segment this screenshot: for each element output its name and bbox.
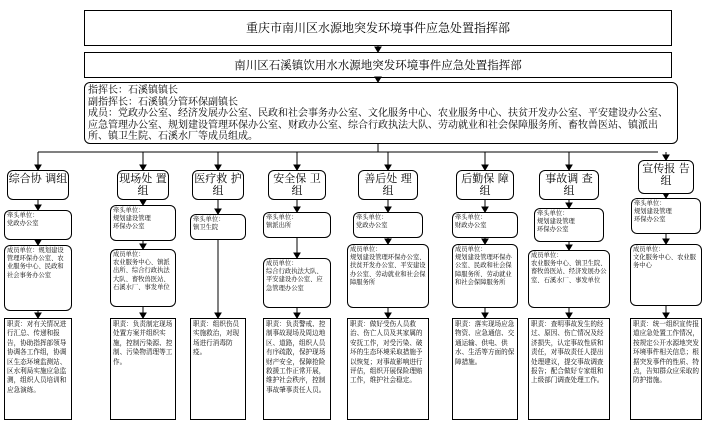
group-name-box: 安全保 卫组 (268, 170, 326, 200)
lead-unit-box: 牵头单位： 财政办公室 (452, 212, 518, 238)
members-text: 成员：党政办公室、经济发展办公室、民政和社会事务办公室、文化服务中心、农业服务中心、扶贫开发办公室、平安建设办公室、应急管理办公室、规划建设管理环保办公室、财政办公室、综合行政执法大队、劳动就业和社会保障服务所、畜牧兽医站、镇派出所、镇卫生院、石溪水厂等成员组成。 (88, 108, 668, 143)
group-name-box: 综合协 调组 (7, 170, 69, 200)
member-units-box: 成员单位：规划建设管理环保办公室、农业服务中心、民政和社会事务办公室 (4, 245, 72, 311)
duty-box: 职责：负责警戒、控制事故现场及周边地区、道路，组织人员有序疏散，保护现场财产安全，保障抢险救援工作正常开展，维护社会秩序，控制事故肇事责任人员。 (263, 318, 331, 420)
group-name-box: 现场处 置组 (117, 170, 169, 200)
lead-unit-box: 牵头单位： 党政办公室 (4, 210, 72, 240)
member-units-box: 成员单位： 规划建设管理环保办公室、民政和社会保障服务所、劳动就业和社会保障服务所 (452, 244, 518, 308)
member-units-box: 成员单位： 文化服务中心、农业服务中心 (630, 244, 702, 306)
lead-unit-box: 牵头单位： 镇派出所 (263, 212, 331, 238)
member-units-box: 成员单位： 规划建设管理环保办公室、扶贫开发办公室、平安建设办公室、劳动就业和社会保障服务所 (347, 244, 429, 308)
duty-box: 职责：统一组织宣传报道应急处置工作情况，按规定公开水源地突发环境事件相关信息；根据突发事件的性质、特点，告知群众应采取的防护措施。 (630, 318, 702, 420)
duty-box: 职责：做好受伤人员救治、伤亡人员及其家属的安抚工作，对受污染、破坏的生态环境采取措施予以恢复；对事故影响进行评估，组织开展保险理赔工作，维护社会稳定。 (347, 318, 429, 420)
member-units-box: 成员单位： 农业服务中心、镇派出所、综合行政执法大队、畜牧兽医站、石溪水厂、事发单位 (110, 249, 176, 307)
lead-unit-box: 牵头单位： 镇卫生院 (190, 214, 246, 240)
top-title-box: 重庆市南川区水源地突发环境事件应急处置指挥部 (84, 10, 672, 46)
duty-box: 职责：落实现场应急物资、应急通信、交通运输、供电、供水、生活等方面的保障措施。 (452, 318, 518, 420)
lead-unit-box: 牵头单位： 规划建设管理 环保办公室 (631, 198, 701, 234)
lead-unit-box: 牵头单位： 党政办公室 (353, 212, 423, 238)
connector-arrow (375, 77, 381, 82)
group-name-box: 后勤保 障组 (456, 170, 514, 200)
member-units-box: 成员单位： 农业服务中心、镇卫生院、畜牧兽医站、经济发展办公室、石溪水厂、事发单位 (528, 250, 610, 308)
member-units-box: 成员单位： 综合行政执法大队、平安建设办公室、应急管理办公室 (263, 258, 331, 308)
duty-box: 职责：负责制定现场处置方案并组织实施，控制污染源、控制、污染物清理等工作。 (110, 318, 176, 420)
duty-box: 职责：组织伤员实施救治，对现场进行消毒防疫。 (190, 318, 246, 420)
lead-unit-box: 牵头单位： 规划建设管理 环保办公室 (534, 208, 604, 242)
group-name-box: 医疗救 护组 (192, 170, 244, 200)
duty-box: 职责：查明事故发生的经过、原因、伤亡情况及经济损失，认定事故性质和责任，对事故责任人提出处理建议，提交事故调查报告；配合做好专家组和上级部门调查处理工作。 (528, 318, 610, 420)
duty-box: 职责：对有关情况进行汇总、传递和报告，协助指挥部领导协调各工作组，协调区生态环境监测站、区水利局实施应急监测，组织人员培训和应急演练。 (4, 318, 72, 420)
lead-unit-box: 牵头单位： 规划建设管理 环保办公室 (110, 205, 176, 241)
group-name-box: 事故调 查组 (539, 170, 599, 200)
connector-arrow (375, 47, 381, 52)
sub-title-box: 南川区石溪镇饮用水水源地突发环境事件应急处置指挥部 (84, 52, 672, 78)
vice-commander-text: 副指挥长：石溪镇分管环保副镇长 (88, 96, 238, 108)
group-name-box: 宣传报 告组 (638, 160, 694, 194)
commander-text: 指挥长：石溪镇镇长 (88, 85, 178, 96)
group-name-box: 善后处 理组 (358, 170, 418, 200)
